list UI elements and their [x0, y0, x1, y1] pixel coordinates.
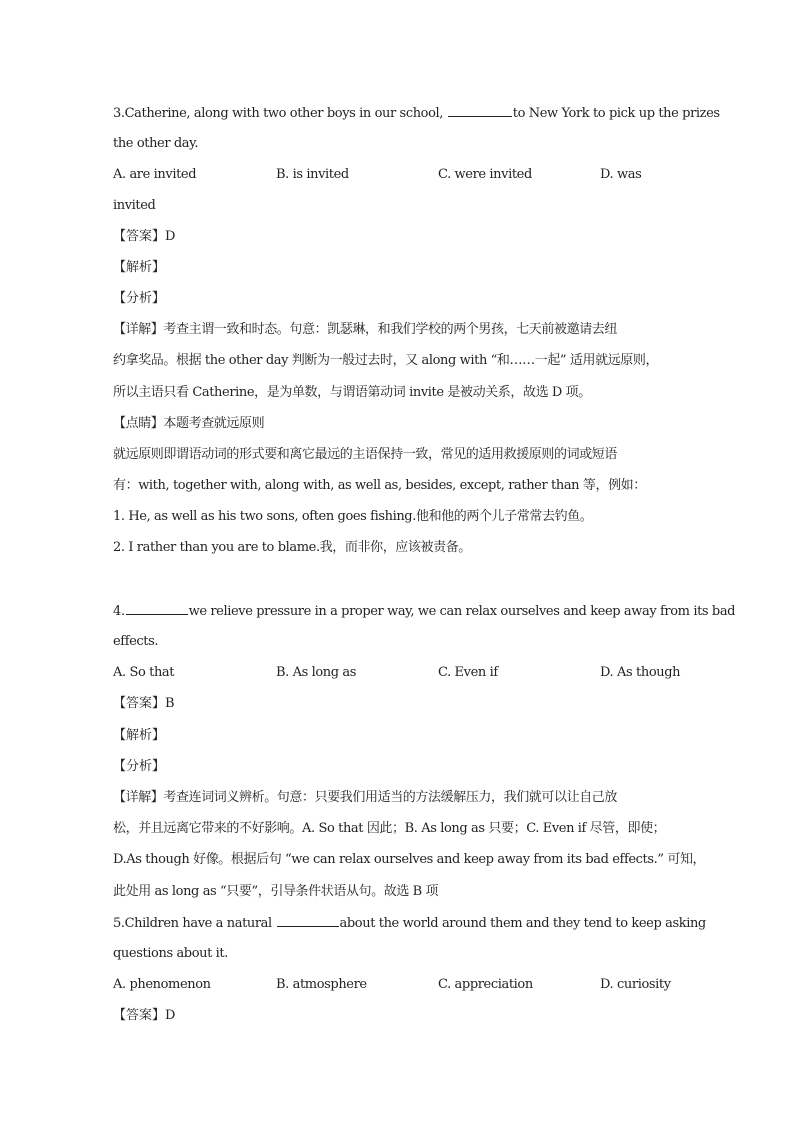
q3-example-1: 1. He, as well as his two sons, often goes fishing.他和他的两个儿子常常去钓鱼。 [113, 509, 593, 524]
q4-detail-line-2: 松，并且远离它带来的不好影响。A. So that 因此；B. As long as 只要；C. Even if 尽管，即使； [113, 821, 666, 836]
q4-stem-text-b: we relieve pressure in a proper way, we can relax ourselves and keep away from its bad [188, 604, 736, 619]
q4-detail-line-1: 【详解】考查连词词义辨析。句意：只要我们用适当的方法缓解压力，我们就可以让自己放 [113, 790, 618, 805]
q4-option-d: D. As though [600, 665, 681, 680]
q4-answer-blank [126, 602, 188, 615]
q5-answer-blank [277, 914, 339, 927]
q5-option-b: B. atmosphere [276, 977, 367, 992]
q4-option-a: A. So that [113, 665, 175, 680]
q5-option-d: D. curiosity [600, 977, 671, 992]
answer-value: D [165, 1008, 176, 1023]
q4-option-c: C. Even if [438, 665, 498, 680]
document-page [113, 0, 736, 1123]
q3-option-b: B. is invited [276, 167, 349, 182]
q3-option-wrap: invited [113, 198, 156, 213]
q5-stem-text-b: about the world around them and they tend to keep asking [339, 916, 706, 931]
q3-option-a: A. are invited [113, 167, 197, 182]
q3-stem-line-1 [113, 104, 720, 123]
q4-answer [113, 695, 175, 713]
q3-stem-line-2: the other day. [113, 136, 199, 151]
q3-example-2: 2. I rather than you are to blame.我，而非你，应该被责备。 [113, 540, 471, 555]
q5-option-a: A. phenomenon [113, 977, 211, 992]
q5-stem-line-1 [113, 914, 706, 933]
q3-dianjing: 【点睛】本题考查就远原则 [113, 416, 265, 431]
q3-rule-line-1: 就远原则即谓语动词的形式要和离它最远的主语保持一致，常见的适用救援原则的词或短语 [113, 447, 618, 462]
q3-jiexi-heading: 【解析】 [113, 260, 166, 275]
q4-fenxi-heading: 【分析】 [113, 759, 166, 774]
q3-answer-blank [448, 104, 512, 117]
q4-option-b: B. As long as [276, 665, 357, 680]
q3-option-c: C. were invited [438, 167, 532, 182]
q3-fenxi-heading: 【分析】 [113, 291, 166, 306]
q3-detail-line-1: 【详解】考查主谓一致和时态。句意：凯瑟琳，和我们学校的两个男孩，七天前被邀请去纽 [113, 322, 618, 337]
q5-option-c: C. appreciation [438, 977, 533, 992]
q4-stem-line-2: effects. [113, 634, 159, 649]
q3-stem-text-a: 3.Catherine, along with two other boys in our school, [113, 106, 447, 121]
q5-stem-line-2: questions about it. [113, 946, 228, 961]
q4-detail-line-4: 此处用 as long as “只要”，引导条件状语从句。故选 B 项 [113, 884, 439, 899]
q5-stem-text-a: 5.Children have a natural [113, 916, 276, 931]
q4-stem-text-a: 4. [113, 604, 125, 619]
q4-jiexi-heading: 【解析】 [113, 728, 166, 743]
q3-detail-line-2: 约拿奖品。根据 the other day 判断为一般过去时，又 along with “和……一起” 适用就远原则， [113, 353, 659, 368]
q3-answer [113, 228, 175, 246]
q3-stem-text-b: to New York to pick up the prizes [512, 106, 720, 121]
q5-answer [113, 1007, 175, 1025]
q3-detail-line-3: 所以主语只看 Catherine，是为单数，与谓语第动词 invite 是被动关系，故选 D 项。 [113, 385, 591, 400]
answer-value: B [165, 696, 175, 711]
answer-label: 【答案】 [113, 696, 166, 711]
q3-option-d: D. was [600, 167, 642, 182]
answer-label: 【答案】 [113, 229, 166, 244]
q3-rule-line-2: 有：with, together with, along with, as well as, besides, except, rather than 等，例如： [113, 478, 646, 493]
q4-stem-line-1 [113, 602, 735, 621]
answer-label: 【答案】 [113, 1008, 166, 1023]
q4-detail-line-3: D.As though 好像。根据后句 “we can relax ourselves and keep away from its bad effects.” 可知， [113, 852, 706, 867]
answer-value: D [165, 229, 176, 244]
